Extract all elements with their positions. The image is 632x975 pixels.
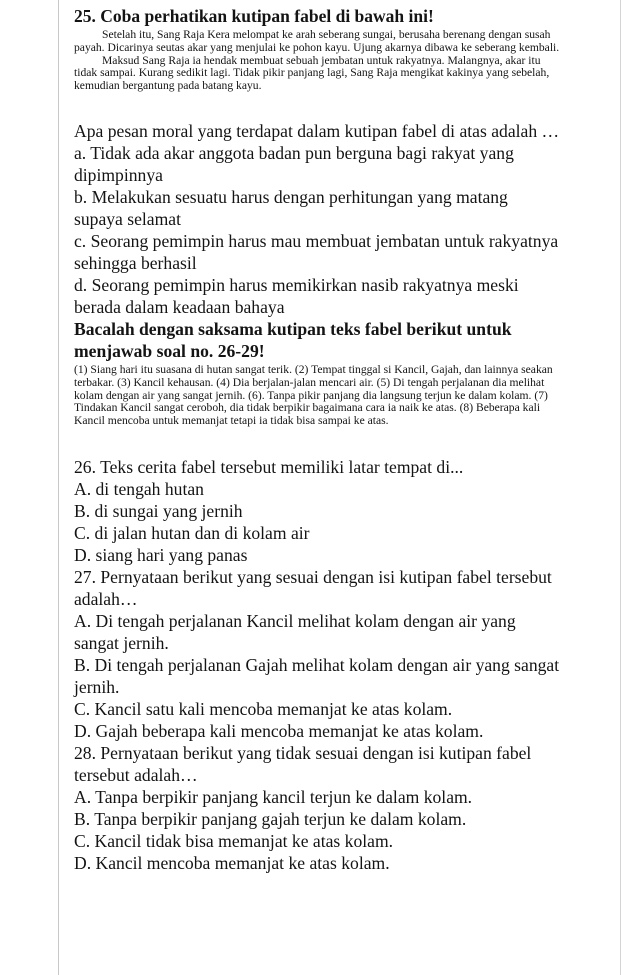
question-27-prompt: 27. Pernyataan berikut yang sesuai dengan isi kutipan fabel tersebut adalah… (74, 566, 552, 609)
spacer (74, 428, 560, 456)
worksheet-content (74, 6, 560, 874)
left-margin-rule (58, 0, 59, 975)
fable-excerpt-paragraph-1: Setelah itu, Sang Raja Kera melompat ke arah seberang sungai, berusaha berenang dengan susah payah. Dicarinya seutas akar yang menjulai ke pohon kayu. Ujung akarnya dibawa ke seberang kembali. (74, 28, 560, 54)
question-27-option-b: B. Di tengah perjalanan Gajah melihat kolam dengan air yang sangat jernih. (74, 654, 560, 697)
question-25-option-d: d. Seorang pemimpin harus memikirkan nasib rakyatnya meski berada dalam keadaan bahaya (74, 274, 519, 317)
fable-passage: (1) Siang hari itu suasana di hutan sangat terik. (2) Tempat tinggal si Kancil, Gajah, dan lainnya seakan terbakar. (3) Kancil kehausan. (4) Dia berjalan-jalan mencari air. (5) Di tengah perjalanan dia melihat kolam dengan air yang sangat jernih. (6). Tanpa pikir panjang dia langsung terjun ke dalam kolam. (7) Tindakan Kancil sangat ceroboh, dia tidak berpikir bagaimana cara ia naik ke atas. (8) Beberapa kali Kancil mencoba untuk memanjat tetapi ia tidak bisa sampai ke atas. (74, 362, 553, 428)
question-25-option-a: a. Tidak ada akar anggota badan pun berguna bagi rakyat yang dipimpinnya (74, 142, 514, 185)
question-27-option-c: C. Kancil satu kali mencoba memanjat ke atas kolam. (74, 698, 453, 719)
reading-instruction: Bacalah dengan saksama kutipan teks fabel berikut untuk menjawab soal no. 26-29! (74, 318, 512, 361)
question-25-prompt: Apa pesan moral yang terdapat dalam kutipan fabel di atas adalah … (74, 120, 560, 141)
question-27-option-d: D. Gajah beberapa kali mencoba memanjat ke atas kolam. (74, 720, 484, 741)
question-28-prompt: 28. Pernyataan berikut yang tidak sesuai dengan isi kutipan fabel tersebut adalah… (74, 742, 532, 785)
question-25-title: 25. Coba perhatikan kutipan fabel di bawah ini! (74, 6, 434, 26)
question-26-prompt: 26. Teks cerita fabel tersebut memiliki latar tempat di... (74, 456, 464, 477)
question-26-option-c: C. di jalan hutan dan di kolam air (74, 522, 310, 543)
question-26-option-b: B. di sungai yang jernih (74, 500, 243, 521)
question-27-option-a: A. Di tengah perjalanan Kancil melihat kolam dengan air yang sangat jernih. (74, 610, 516, 653)
question-25-option-b: b. Melakukan sesuatu harus dengan perhitungan yang matang supaya selamat (74, 186, 508, 229)
question-28-option-b: B. Tanpa berpikir panjang gajah terjun ke dalam kolam. (74, 808, 467, 829)
question-26-option-d: D. siang hari yang panas (74, 544, 248, 565)
spacer (74, 93, 560, 120)
right-margin-rule (620, 0, 621, 975)
question-28-option-d: D. Kancil mencoba memanjat ke atas kolam. (74, 852, 390, 873)
question-28-option-a: A. Tanpa berpikir panjang kancil terjun ke dalam kolam. (74, 786, 473, 807)
question-28-option-c: C. Kancil tidak bisa memanjat ke atas kolam. (74, 830, 394, 851)
fable-excerpt-paragraph-2: Maksud Sang Raja ia hendak membuat sebuah jembatan untuk rakyatnya. Malangnya, akar itu tidak sampai. Kurang sedikit lagi. Tidak pikir panjang lagi, Sang Raja mengikat kakinya yang sebelah, kemudian bergantung pada batang kayu. (74, 53, 550, 93)
question-25-option-c: c. Seorang pemimpin harus mau membuat jembatan untuk rakyatnya sehingga berhasil (74, 230, 559, 273)
question-26-option-a: A. di tengah hutan (74, 478, 204, 499)
